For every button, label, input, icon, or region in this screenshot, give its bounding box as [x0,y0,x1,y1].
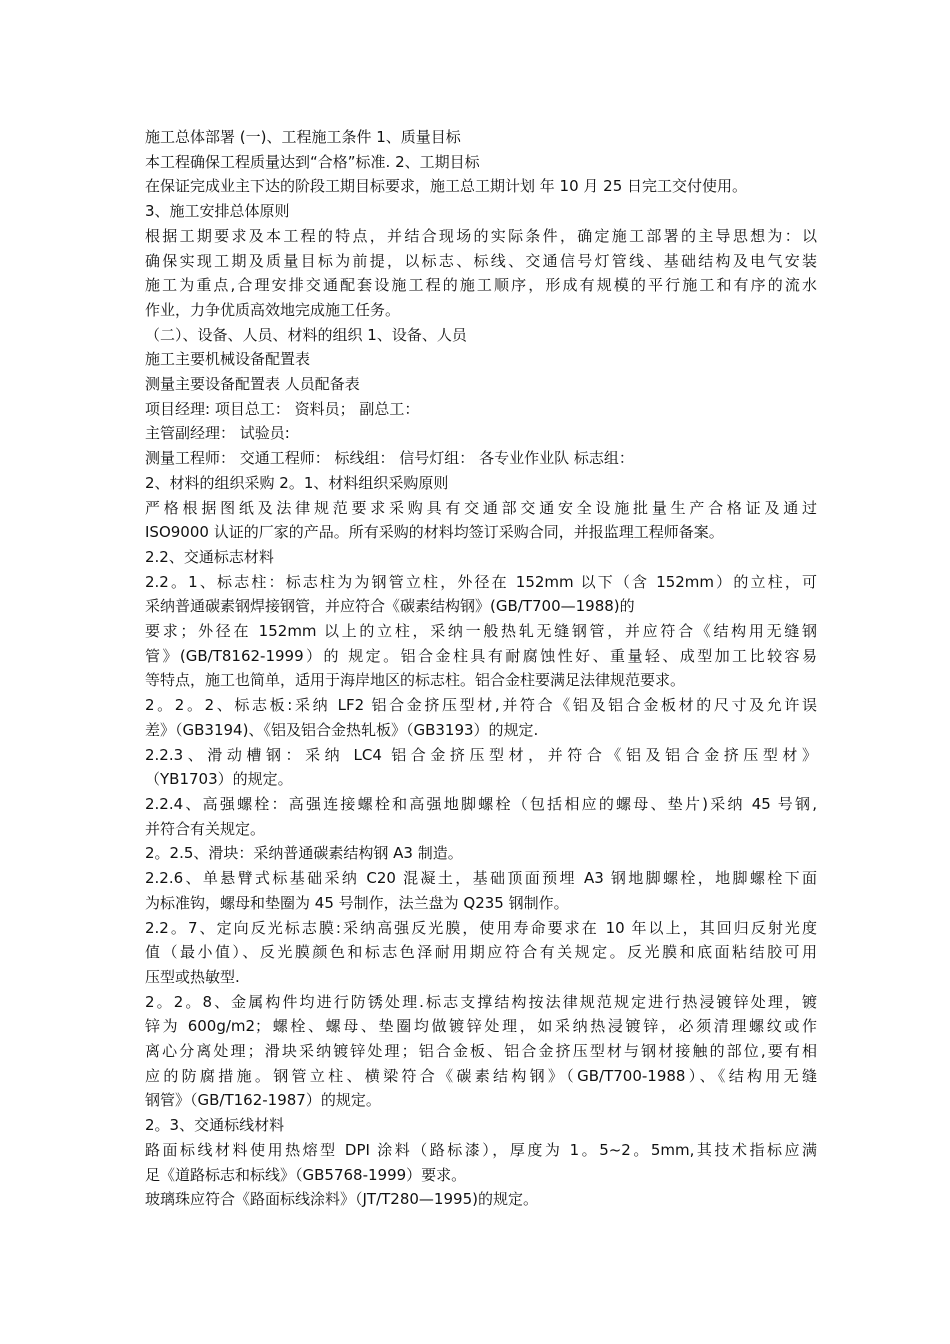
text-line: 压型或热敏型. [145,967,240,986]
text-line: 差》（GB3194)、《铝及铝合金热轧板》（GB3193）的规定. [145,720,539,739]
text-line: 施工总体部署 (一)、工程施工条件 1、质量目标 [145,128,461,146]
text-line: 3、施工安排总体原则 [145,202,290,221]
text-line: 采纳普通碳素钢焊接钢管，并应符合《碳素结构钢》(GB/T700—1988)的 [145,597,635,616]
text-line: 2。2.5、滑块：采纳普通碳素结构钢 A3 制造。 [145,844,463,863]
text-line: 项目经理: 项目总工： 资料员； 副总工： [145,399,420,418]
text-line: 2。2。2、标志板:采纳 LF2 铝合金挤压型材,并符合《铝及铝合金板材的尺寸及允许误 [145,696,817,715]
text-line: 玻璃珠应符合《路面标线涂料》（JT/T280—1995)的规定。 [145,1190,538,1209]
text-line: 本工程确保工程质量达到“合格”标准. 2、工期目标 [145,152,480,171]
text-line: （二）、设备、人员、材料的组织 1、设备、人员 [145,325,467,344]
text-line: 等特点，施工也简单，适用于海岸地区的标志柱。铝合金柱要满足法律规范要求。 [145,671,686,690]
text-line: 路面标线材料使用热熔型 DPI 涂料（路标漆），厚度为 1。5~2。5mm,其技术指标应满 [145,1140,817,1159]
text-line: 施工为重点,合理安排交通配套设施工程的施工顺序，形成有规模的平行施工和有序的流水 [145,276,817,295]
text-line: （YB1703）的规定。 [145,770,293,789]
text-line: 2.2.4、高强螺栓：高强连接螺栓和高强地脚螺栓（包括相应的螺母、垫片)采纳 45 号钢, [145,794,817,813]
text-line: 作业，力争优质高效地完成施工任务。 [145,300,401,319]
text-line: 测量工程师： 交通工程师： 标线组： 信号灯组： 各专业作业队 标志组： [145,449,634,468]
document-body [145,125,817,1212]
text-line: 应的防腐措施。钢管立柱、横梁符合《碳素结构钢》（GB/T700-1988）、《结构用无缝 [145,1066,817,1085]
text-line: 锌为 600g/m2；螺栓、螺母、垫圈均做镀锌处理，如采纳热浸镀锌，必须清理螺纹或作 [145,1017,817,1036]
text-line: 并符合有关规定。 [145,819,266,838]
text-line: 在保证完成业主下达的阶段工期目标要求，施工总工期计划 年 10 月 25 日完工交付使用。 [145,177,748,196]
text-line: 2.2。1、标志柱：标志柱为为钢管立柱，外径在 152mm 以下（含 152mm）的立柱，可 [145,572,817,591]
text-line: 离心分离处理；滑块采纳镀锌处理；铝合金板、铝合金挤压型材与钢材接触的部位,要有相 [145,1042,817,1061]
text-line: 钢管》（GB/T162-1987）的规定。 [145,1091,381,1110]
text-line: 2。3、交通标线材料 [145,1116,285,1135]
text-line: 2.2。7、定向反光标志膜:采纳高强反光膜，使用寿命要求在 10 年以上，其回归反射光度 [145,918,817,937]
text-line: 施工主要机械设备配置表 [145,350,311,369]
text-line: 2、材料的组织采购 2。1、材料组织采购原则 [145,473,449,492]
text-line: 测量主要设备配置表 人员配备表 [145,375,360,394]
text-line: 2.2、交通标志材料 [145,547,274,566]
text-line: 值（最小值）、反光膜颜色和标志色泽耐用期应符合有关规定。反光膜和底面粘结胶可用 [145,943,817,962]
text-line: 2.2.3、滑动槽钢：采纳 LC4 铝合金挤压型材，并符合《铝及铝合金挤压型材》 [145,745,817,764]
text-line: 严格根据图纸及法律规范要求采购具有交通部交通安全设施批量生产合格证及通过 [145,498,817,517]
text-line: 2.2.6、单悬臂式标基础采纳 C20 混凝土，基础顶面预埋 A3 钢地脚螺栓，地脚螺栓下面 [145,869,817,888]
text-line: ISO9000 认证的厂家的产品。所有采购的材料均签订采购合同，并报监理工程师备案。 [145,523,724,542]
text-line: 根据工期要求及本工程的特点，并结合现场的实际条件，确定施工部署的主导思想为：以 [145,226,817,245]
text-line: 管》(GB/T8162-1999）的 规定。铝合金柱具有耐腐蚀性好、重量轻、成型加工比较容易 [145,646,817,665]
text-line: 2。2。8、金属构件均进行防锈处理.标志支撑结构按法律规范规定进行热浸镀锌处理，镀 [145,992,817,1011]
text-line: 确保实现工期及质量目标为前提，以标志、标线、交通信号灯管线、基础结构及电气安装 [145,251,817,270]
text-line: 要求；外径在 152mm 以上的立柱，采纳一般热轧无缝钢管，并应符合《结构用无缝钢 [145,622,817,641]
text-line: 足《道路标志和标线》（GB5768-1999）要求。 [145,1165,467,1184]
text-line: 主管副经理： 试验员: [145,424,290,443]
text-line: 为标准钩，螺母和垫圈为 45 号制作，法兰盘为 Q235 钢制作。 [145,893,569,912]
